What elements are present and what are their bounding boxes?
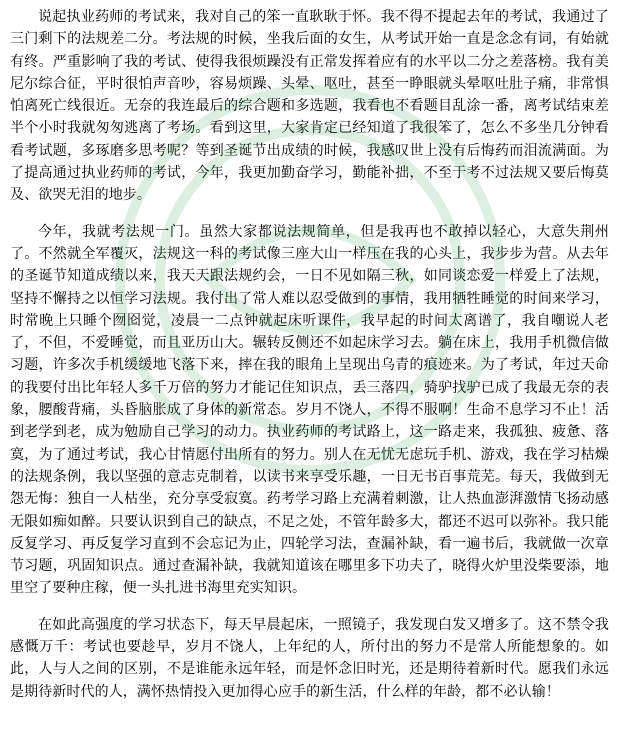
paragraph-1: 说起执业药师的考试来，我对自己的笨一直耿耿于怀。我不得不提起去年的考试，我通过了三门剩下的法规差二分。考法规的时候，坐我后面的女生，从考试开始一直是念念有词，有始就有终。严重影响了我的考试、使得我很烦躁没有正常发挥着应有的水平以二分之差落榜。我有美尼尔综合征，平时很怕声音吵，容易烦躁、头晕、呕吐，甚至一睁眼就头晕呕吐肚子痛，非常惧怕离死亡线很近。无奈的我连最后的综合题和多选题，我看也不看题目乱涂一番，离考试结束差半个小时我就匆匆逃离了考场。看到这里，大家肯定已经知道了我很笨了，怎么不多坐几分钟看看考试题，多琢磨多思考呢？等到圣诞节出成绩的时候，我感叹世上没有后悔药而泪流满面。为了提高通过执业药师的考试，今年，我更加勤奋学习，勤能补拙，不至于考不过法规又要后悔莫及、欲哭无泪的地步。 [10, 9, 609, 204]
paragraph-2: 今年，我就考法规一门。虽然大家都说法规简单，但是我再也不敢掉以轻心，大意失荆州了。不然就全军覆灭，法规这一科的考试像三座大山一样压在我的心头上，我步步为营。从去年的圣诞节知道成绩以来，我天天跟法规约会，一日不见如隔三秋，如同谈恋爱一样爱上了法规，坚持不懈持之以恒学习法规。我付出了常人难以忍受做到的事情，我用牺牲睡觉的时间来学习，时常晚上只睡个囫囵觉，凌晨一二点钟就起床听课件，我早起的时间太离谱了，我自嘲说人老了，不但，不爱睡觉，而且亚历山大。辗转反侧还不如起床学习去。躺在床上，我用手机微信做习题，许多次手机缓缓地飞落下来，摔在我的眼角上呈现出乌青的痕迹来。为了考试，年过天命的我要付出比年轻人多千万倍的努力才能记住知识点，丢三落四，骑驴找驴已成了我最无奈的表象，腰酸背痛，头昏脑胀成了身体的新常态。岁月不饶人，不得不服啊！生命不息学习不止！活到老学到老，成为勉励自己学习的动力。执业药师的考试路上，这一路走来，我孤独、疲惫、落寞，为了通过考试，我心甘情愿付出所有的努力。别人在无忧无虑玩手机、游戏，我在学习枯燥的法规条例，我以坚强的意志克制着，以读书来享受乐趣，一日无书百事荒芜。每天，我做到无怨无悔：独自一人枯坐，充分享受寂寞。药考学习路上充满着刺激，让人热血澎湃激情飞扬动感无限如痴如醉。只要认识到自己的缺点，不足之处，不管年龄多大，都还不迟可以弥补。我只能反复学习、再反复学习直到不会忘记为止，四轮学习法，查漏补缺，看一遍书后，我就做一次章节习题，巩固知识点。通过查漏补缺，我就知道该在哪里多下功夫了，晓得火炉里没柴要添，地里空了要种庄稼，便一头扎进书海里充实知识。 [10, 223, 609, 597]
paragraph-3: 在如此高强度的学习状态下，每天早晨起床，一照镜子，我发现白发又增多了。这不禁令我感慨万千：考试也要趁早，岁月不饶人，上年纪的人，所付出的努力不是常人所能想象的。如此，人与人之间的区别，不是谁能永远年轻，而是怀念旧时光，还是期待着新时代。愿我们永远是期待新时代的人，满怀热情投入更加得心应手的新生活，什么样的年龄，都不必认输！ [10, 616, 609, 700]
